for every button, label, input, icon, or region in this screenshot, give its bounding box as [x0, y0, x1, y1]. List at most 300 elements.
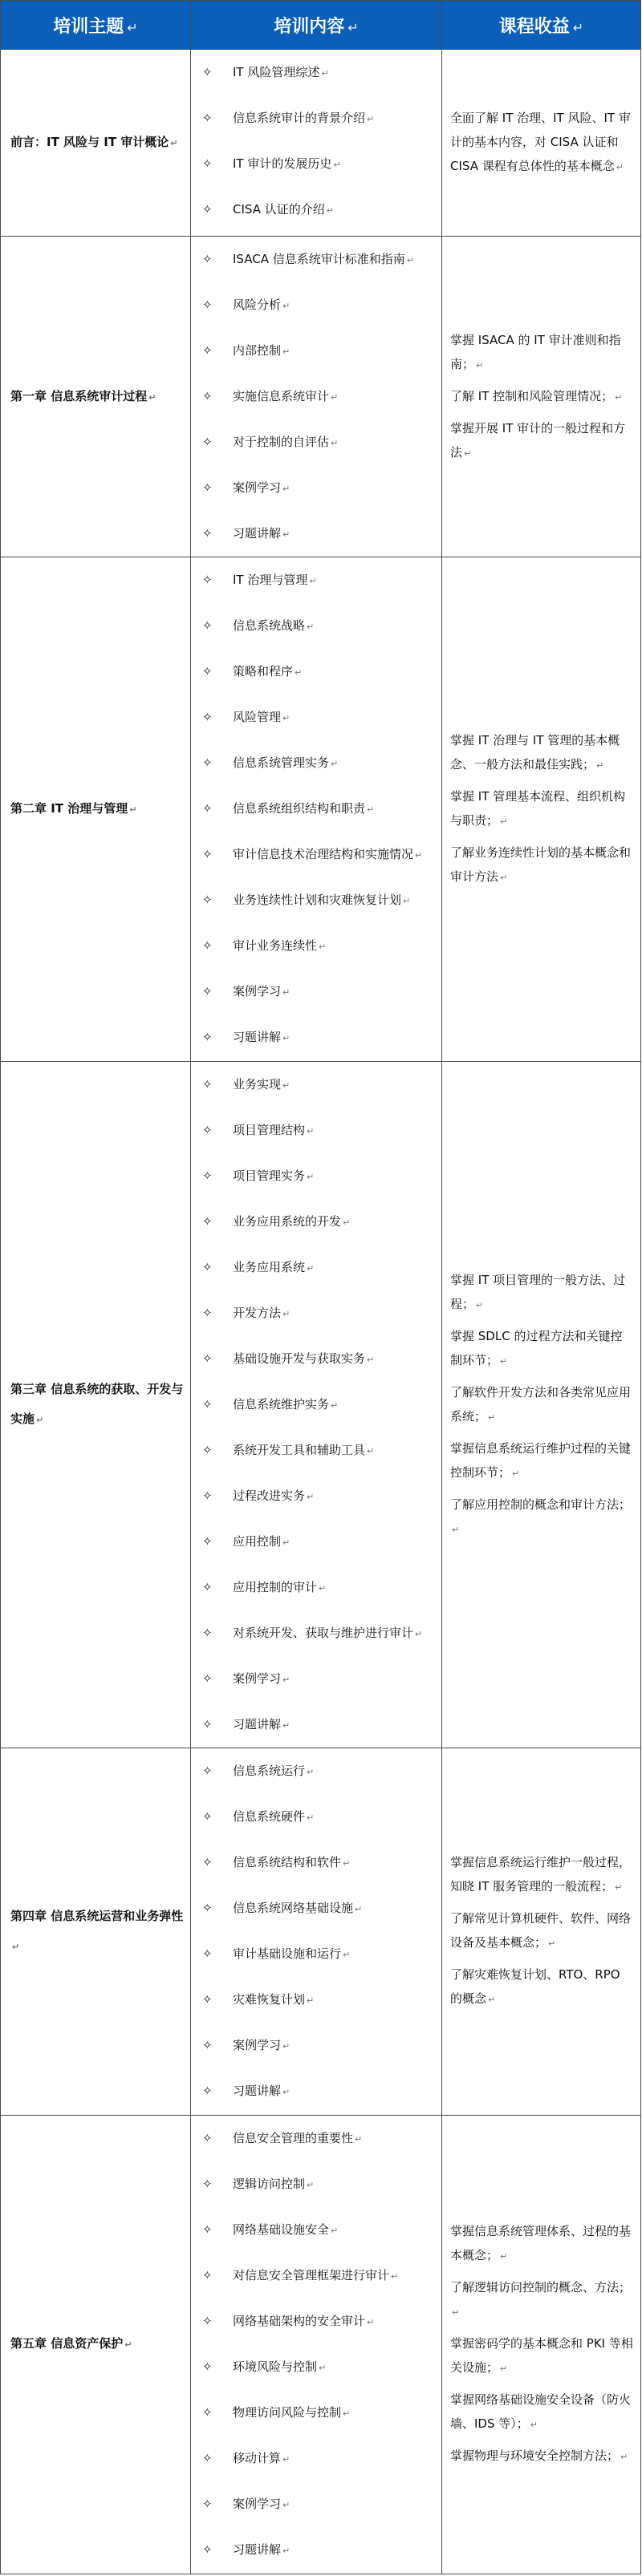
return-mark: ↵ [406, 255, 414, 266]
list-item [202, 557, 438, 603]
benefit-text: 掌握密码学的基本概念和 PKI 等相关设施； [450, 2336, 633, 2376]
benefit-cell [442, 1748, 641, 2115]
list-item-text: 业务应用系统的开发 [233, 1213, 342, 1229]
list-item [202, 1610, 438, 1656]
return-mark: ↵ [129, 804, 137, 816]
return-mark: ↵ [331, 438, 339, 449]
diamond-bullet-icon: ✧ [202, 480, 213, 496]
header-training-topic: 培训主题 ↵ [1, 1, 191, 50]
table-row [1, 1748, 641, 2115]
list-item-text: 信息系统维护实务 [233, 1396, 330, 1412]
return-mark: ↵ [331, 2225, 339, 2236]
return-mark: ↵ [452, 2307, 460, 2319]
list-item [202, 1382, 438, 1428]
return-mark: ↵ [282, 713, 291, 724]
diamond-bullet-icon: ✧ [202, 2542, 213, 2557]
list-item-text: 信息系统管理实务 [233, 755, 330, 771]
benefit-paragraph [450, 2328, 634, 2384]
return-mark: ↵ [452, 1524, 460, 1535]
benefit-paragraph [450, 381, 634, 413]
topic-cell [1, 237, 191, 557]
return-mark: ↵ [282, 301, 291, 312]
content-cell [191, 1061, 442, 1748]
list-item-text: 过程改进实务 [233, 1488, 306, 1503]
diamond-bullet-icon: ✧ [202, 2359, 213, 2374]
list-item [202, 2207, 438, 2253]
topic-cell [1, 50, 191, 237]
return-mark: ↵ [367, 804, 375, 816]
list-item-text: 灾难恢复计划 [233, 1992, 306, 2007]
list-item-text: 习题讲解 [233, 1716, 282, 1732]
list-item-text: 信息系统硬件 [233, 1809, 306, 1825]
return-mark: ↵ [355, 2133, 363, 2145]
benefit-text: 掌握信息系统管理体系、过程的基本概念； [450, 2224, 632, 2263]
return-mark: ↵ [343, 1217, 351, 1228]
return-mark: ↵ [307, 1995, 315, 2007]
diamond-bullet-icon: ✧ [202, 801, 213, 816]
return-mark: ↵ [282, 1537, 291, 1548]
list-item [202, 923, 438, 969]
diamond-bullet-icon: ✧ [202, 1396, 213, 1412]
return-mark: ↵ [500, 1355, 508, 1367]
diamond-bullet-icon: ✧ [202, 1855, 213, 1870]
list-item-text: 信息系统组织结构和职责 [233, 801, 366, 816]
benefit-cell [442, 2115, 641, 2574]
benefit-text: 了解灾难恢复计划、RTO、RPO 的概念 [450, 1967, 620, 2007]
list-item-text: 项目管理实务 [233, 1168, 306, 1183]
benefit-cell [442, 557, 641, 1061]
list-item [202, 511, 438, 557]
diamond-bullet-icon: ✧ [202, 1488, 213, 1503]
return-mark: ↵ [307, 1171, 315, 1182]
list-item [202, 740, 438, 786]
diamond-bullet-icon: ✧ [202, 435, 213, 450]
diamond-bullet-icon: ✧ [202, 1442, 213, 1457]
benefit-text: 了解应用控制的概念和审计方法； [450, 1497, 632, 1512]
return-mark: ↵ [307, 1813, 315, 1824]
topic-cell [1, 2115, 191, 2574]
list-item-text: 网络基础架构的安全审计 [233, 2313, 366, 2328]
list-item-text: 应用控制的审计 [233, 1579, 318, 1594]
return-mark: ↵ [36, 1415, 44, 1426]
list-item-text: IT 审计的发展历史 [233, 156, 332, 171]
list-item-text: 信息系统审计的背景介绍 [233, 111, 366, 125]
list-item [202, 328, 438, 374]
return-mark: ↵ [319, 1582, 327, 1594]
list-item [202, 2116, 438, 2161]
diamond-bullet-icon: ✧ [202, 2267, 213, 2282]
list-item-text: 信息安全管理的重要性 [233, 2130, 354, 2145]
return-mark: ↵ [620, 2452, 628, 2463]
return-mark: ↵ [170, 138, 178, 149]
list-item-text: 内部控制 [233, 343, 282, 358]
list-item-text: 案例学习 [233, 2496, 282, 2511]
content-list [202, 557, 438, 1060]
list-item-text: 对于控制的自评估 [233, 435, 330, 450]
benefit-text: 了解逻辑访问控制的概念、方法； [450, 2280, 632, 2295]
benefit-text: 掌握开展 IT 审计的一般过程和方法 [450, 420, 626, 460]
return-mark: ↵ [415, 1628, 423, 1639]
content-cell [191, 237, 442, 557]
list-item-text: 审计基础设施和运行 [233, 1946, 342, 1962]
list-item-text: 环境风险与控制 [233, 2359, 318, 2374]
return-mark: ↵ [333, 160, 341, 170]
return-mark: ↵ [391, 2270, 399, 2282]
list-item [202, 786, 438, 832]
return-mark: ↵ [282, 346, 291, 358]
return-mark: ↵ [12, 1941, 20, 1952]
list-item [202, 1290, 438, 1336]
return-mark: ↵ [464, 448, 472, 459]
list-item-text: 对信息安全管理框架进行审计 [233, 2267, 390, 2282]
list-item-text: 逻辑访问控制 [233, 2176, 306, 2191]
list-item-text: 信息系统网络基础设施 [233, 1901, 354, 1916]
diamond-bullet-icon: ✧ [202, 1716, 213, 1732]
return-mark: ↵ [282, 529, 291, 541]
return-mark: ↵ [282, 1674, 291, 1685]
return-mark: ↵ [596, 760, 604, 772]
return-mark: ↵ [367, 1445, 375, 1456]
list-item [202, 1702, 438, 1748]
return-mark: ↵ [500, 2363, 508, 2375]
diamond-bullet-icon: ✧ [202, 573, 213, 588]
return-mark: ↵ [403, 896, 411, 907]
list-item-text: 风险分析 [233, 298, 282, 313]
diamond-bullet-icon: ✧ [202, 343, 213, 358]
return-mark: ↵ [309, 576, 317, 587]
benefit-paragraph [450, 1959, 634, 2015]
return-mark: ↵ [367, 114, 375, 124]
list-item-text: 项目管理结构 [233, 1122, 306, 1137]
list-item-text: 网络基础设施安全 [233, 2222, 330, 2237]
diamond-bullet-icon: ✧ [202, 252, 213, 267]
return-mark: ↵ [282, 2545, 291, 2556]
return-mark: ↵ [476, 359, 484, 371]
diamond-bullet-icon: ✧ [202, 664, 213, 679]
table-row [1, 237, 641, 557]
diamond-bullet-icon: ✧ [202, 2313, 213, 2328]
list-item [202, 1473, 438, 1519]
list-item [202, 1108, 438, 1153]
list-item-text: 风险管理 [233, 710, 282, 725]
benefit-paragraph [450, 1903, 634, 1959]
return-mark: ↵ [500, 873, 508, 884]
return-mark: ↵ [124, 2339, 132, 2351]
diamond-bullet-icon: ✧ [202, 1946, 213, 1962]
return-mark: ↵ [282, 2087, 291, 2098]
return-mark: ↵ [512, 1468, 520, 1479]
benefit-paragraph [450, 2216, 634, 2272]
diamond-bullet-icon: ✧ [202, 1764, 213, 1779]
list-item [202, 1977, 438, 2023]
benefit-text: 掌握网络基础设施安全设备（防火墙、IDS 等）； [450, 2392, 632, 2432]
diamond-bullet-icon: ✧ [202, 526, 213, 541]
return-mark: ↵ [326, 205, 334, 216]
header-row [1, 1, 641, 50]
list-item-text: 业务实现 [233, 1076, 282, 1092]
list-item [202, 2436, 438, 2481]
benefit-paragraph [450, 837, 634, 893]
content-list [202, 237, 438, 557]
benefit-text: 掌握物理与环境安全控制方法； [450, 2448, 620, 2464]
return-mark: ↵ [307, 1767, 315, 1778]
diamond-bullet-icon: ✧ [202, 1168, 213, 1183]
diamond-bullet-icon: ✧ [202, 2038, 213, 2053]
list-item [202, 1840, 438, 1885]
diamond-bullet-icon: ✧ [202, 893, 213, 908]
table-row [1, 1061, 641, 1748]
topic-text: 第一章 信息系统审计过程 [10, 388, 148, 403]
list-item [202, 374, 438, 419]
list-item-text: CISA 认证的介绍 [233, 202, 325, 217]
return-mark: ↵ [548, 1938, 556, 1950]
list-item [202, 1015, 438, 1060]
diamond-bullet-icon: ✧ [202, 2084, 213, 2099]
return-mark: ↵ [307, 1491, 315, 1502]
return-mark: ↵ [148, 391, 156, 403]
benefit-cell [442, 237, 641, 557]
list-item [202, 695, 438, 740]
header-course-benefits: 课程收益 ↵ [442, 1, 641, 50]
return-mark: ↵ [282, 1308, 291, 1319]
return-mark: ↵ [331, 759, 339, 770]
list-item [202, 50, 438, 95]
list-item-text: 物理访问风险与控制 [233, 2404, 342, 2420]
list-item-text: IT 治理与管理 [233, 573, 308, 588]
benefit-text: 掌握 SDLC 的过程方法和关键控制环节； [450, 1328, 623, 1367]
list-item-text: 案例学习 [233, 984, 282, 999]
list-item-text: 案例学习 [233, 2038, 282, 2053]
diamond-bullet-icon: ✧ [202, 65, 213, 79]
benefit-text: 了解软件开发方法和各类常见应用系统； [450, 1384, 632, 1424]
diamond-bullet-icon: ✧ [202, 1351, 213, 1366]
list-item [202, 2161, 438, 2207]
diamond-bullet-icon: ✧ [202, 1122, 213, 1137]
content-list [202, 50, 438, 233]
list-item-text: 应用控制 [233, 1533, 282, 1549]
return-mark: ↵ [476, 1299, 484, 1310]
return-mark: ↵ [615, 1882, 623, 1894]
return-mark: ↵ [282, 1719, 291, 1731]
return-mark: ↵ [282, 484, 291, 495]
diamond-bullet-icon: ✧ [202, 1671, 213, 1686]
diamond-bullet-icon: ✧ [202, 1625, 213, 1640]
benefit-cell [442, 1061, 641, 1748]
list-item-text: 审计业务连续性 [233, 938, 318, 954]
benefit-paragraph [450, 1321, 634, 1377]
benefit-paragraph [450, 2440, 634, 2473]
list-item-text: 基础设施开发与获取实务 [233, 1351, 366, 1366]
diamond-bullet-icon: ✧ [202, 1213, 213, 1229]
list-item-text: 信息系统运行 [233, 1764, 306, 1779]
list-item [202, 2253, 438, 2299]
diamond-bullet-icon: ✧ [202, 1901, 213, 1916]
return-mark: ↵ [307, 1262, 315, 1274]
list-item [202, 95, 438, 141]
list-item [202, 1199, 438, 1245]
table-body [1, 50, 641, 2574]
return-mark: ↵ [415, 850, 423, 861]
list-item [202, 1519, 438, 1565]
return-mark: ↵ [367, 2316, 375, 2327]
list-item-text: 案例学习 [233, 1671, 282, 1686]
list-item-text: 系统开发工具和辅助工具 [233, 1442, 366, 1457]
table-row [1, 50, 641, 237]
return-mark: ↵ [321, 68, 329, 79]
list-item [202, 2344, 438, 2390]
list-item [202, 1748, 438, 1794]
diamond-bullet-icon: ✧ [202, 1305, 213, 1320]
list-item-text: 习题讲解 [233, 2542, 282, 2557]
topic-text: 第五章 信息资产保护 [10, 2336, 124, 2351]
return-mark: ↵ [307, 1125, 315, 1136]
return-mark: ↵ [331, 1399, 339, 1411]
list-item [202, 1062, 438, 1108]
diamond-bullet-icon: ✧ [202, 2496, 213, 2511]
return-mark: ↵ [343, 2408, 351, 2419]
diamond-bullet-icon: ✧ [202, 156, 213, 171]
list-item [202, 465, 438, 511]
list-item [202, 1794, 438, 1840]
return-mark: ↵ [355, 1904, 363, 1915]
list-item [202, 2390, 438, 2436]
diamond-bullet-icon: ✧ [202, 2450, 213, 2465]
benefit-paragraph [450, 325, 634, 381]
diamond-bullet-icon: ✧ [202, 1809, 213, 1825]
return-mark: ↵ [343, 1950, 351, 1961]
list-item-text: 信息系统结构和软件 [233, 1855, 342, 1870]
diamond-bullet-icon: ✧ [202, 1579, 213, 1594]
return-mark: ↵ [615, 391, 623, 403]
benefit-text: 掌握 IT 治理与 IT 管理的基本概念、一般方法和最佳实践； [450, 733, 620, 772]
list-item-text: 习题讲解 [233, 526, 282, 541]
return-mark: ↵ [307, 2179, 315, 2190]
return-mark: ↵ [319, 2362, 327, 2373]
benefit-paragraph [450, 2272, 634, 2328]
list-item [202, 603, 438, 649]
content-cell [191, 557, 442, 1061]
diamond-bullet-icon: ✧ [202, 984, 213, 999]
list-item [202, 969, 438, 1015]
diamond-bullet-icon: ✧ [202, 2130, 213, 2145]
list-item [202, 141, 438, 187]
list-item [202, 2023, 438, 2068]
list-item [202, 237, 438, 282]
table-header [1, 1, 641, 50]
diamond-bullet-icon: ✧ [202, 389, 213, 404]
topic-cell [1, 1748, 191, 2115]
content-list [202, 2116, 438, 2573]
list-item [202, 1336, 438, 1382]
list-item-text: 策略和程序 [233, 664, 294, 679]
list-item [202, 2481, 438, 2527]
list-item [202, 1931, 438, 1977]
diamond-bullet-icon: ✧ [202, 2404, 213, 2420]
topic-text: 前言：IT 风险与 IT 审计概论 [10, 135, 169, 150]
benefit-paragraph [450, 1433, 634, 1489]
list-item-text: 移动计算 [233, 2450, 282, 2465]
table-row [1, 2115, 641, 2574]
list-item-text: 习题讲解 [233, 1030, 282, 1045]
list-item [202, 649, 438, 695]
diamond-bullet-icon: ✧ [202, 618, 213, 634]
benefit-text: 掌握信息系统运行维护一般过程，知晓 IT 服务管理的一般流程； [450, 1855, 632, 1894]
diamond-bullet-icon: ✧ [202, 298, 213, 313]
diamond-bullet-icon: ✧ [202, 1533, 213, 1549]
return-mark: ↵ [488, 1995, 496, 2006]
diamond-bullet-icon: ✧ [202, 755, 213, 771]
list-item [202, 1245, 438, 1290]
content-list [202, 1062, 438, 1748]
list-item-text: 习题讲解 [233, 2084, 282, 2099]
benefit-text: 了解业务连续性计划的基本概念和审计方法 [450, 845, 632, 885]
diamond-bullet-icon: ✧ [202, 2222, 213, 2237]
list-item [202, 1885, 438, 1931]
list-item-text: 实施信息系统审计 [233, 389, 330, 404]
return-mark: ↵ [282, 1033, 291, 1044]
return-mark: ↵ [307, 622, 315, 633]
content-list [202, 1748, 438, 2114]
return-mark: ↵ [282, 987, 291, 998]
topic-text: 第三章 信息系统的获取、开发与实施 [10, 1382, 184, 1427]
diamond-bullet-icon: ✧ [202, 1076, 213, 1092]
benefit-paragraph [450, 1377, 634, 1433]
benefit-paragraph [450, 725, 634, 781]
benefit-text: 全面了解 IT 治理、IT 风险、IT 审计的基本内容，对 CISA 认证和 CISA 课程有总体性的基本概念 [450, 111, 631, 174]
benefit-text: 了解常见计算机硬件、软件、网络设备及基本概念； [450, 1911, 632, 1950]
list-item-text: 案例学习 [233, 480, 282, 496]
list-item [202, 419, 438, 465]
return-mark: ↵ [319, 942, 327, 953]
return-mark: ↵ [282, 2453, 291, 2465]
benefit-paragraph [450, 1847, 634, 1903]
diamond-bullet-icon: ✧ [202, 938, 213, 954]
benefit-text: 掌握信息系统运行维护过程的关键控制环节； [450, 1440, 632, 1480]
list-item [202, 2527, 438, 2573]
benefit-paragraph [450, 413, 634, 469]
list-item-text: IT 风险管理综述 [233, 65, 320, 79]
list-item [202, 832, 438, 877]
return-mark: ↵ [488, 1412, 496, 1423]
content-cell [191, 2115, 442, 2574]
content-cell [191, 50, 442, 237]
benefit-cell [442, 50, 641, 237]
list-item-text: 开发方法 [233, 1305, 282, 1320]
return-mark: ↵ [282, 2499, 291, 2510]
list-item-text: 信息系统战略 [233, 618, 306, 634]
list-item [202, 2299, 438, 2344]
return-mark: ↵ [500, 816, 508, 828]
table-row [1, 557, 641, 1061]
diamond-bullet-icon: ✧ [202, 1259, 213, 1274]
topic-text: 第四章 信息系统运营和业务弹性 [10, 1908, 184, 1923]
diamond-bullet-icon: ✧ [202, 847, 213, 862]
list-item [202, 877, 438, 923]
return-mark: ↵ [282, 1079, 291, 1091]
diamond-bullet-icon: ✧ [202, 2176, 213, 2191]
header-training-content: 培训内容 ↵ [191, 1, 442, 50]
list-item-text: ISACA 信息系统审计标准和指南 [233, 252, 405, 267]
list-item [202, 2068, 438, 2114]
return-mark: ↵ [500, 2251, 508, 2262]
list-item [202, 1153, 438, 1199]
return-mark: ↵ [343, 1858, 351, 1869]
topic-cell [1, 557, 191, 1061]
list-item [202, 1428, 438, 1473]
diamond-bullet-icon: ✧ [202, 202, 213, 217]
list-item-text: 业务应用系统 [233, 1259, 306, 1274]
benefit-paragraph [450, 781, 634, 837]
